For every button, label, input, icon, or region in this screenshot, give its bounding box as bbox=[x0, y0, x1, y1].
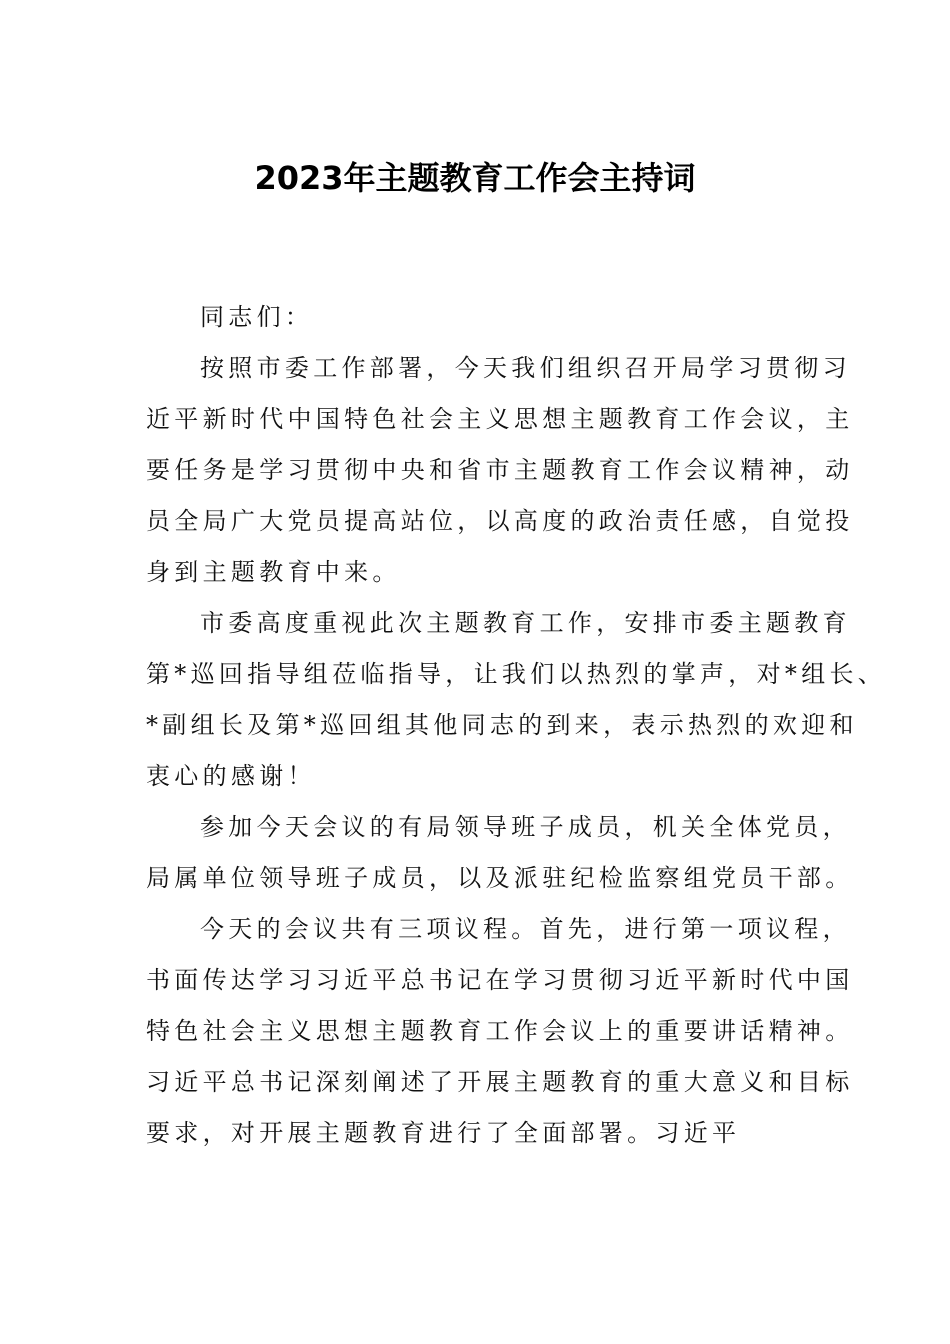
paragraph-line: 第*巡回指导组莅临指导，让我们以热烈的掌声，对*组长、 bbox=[146, 660, 887, 688]
paragraph-line: 近平新时代中国特色社会主义思想主题教育工作会议，主 bbox=[146, 405, 854, 433]
document-body bbox=[146, 292, 887, 1159]
paragraph-line: 今天的会议共有三项议程。首先，进行第一项议程， bbox=[200, 915, 851, 943]
document-title: 2023年主题教育工作会主持词 bbox=[254, 159, 696, 197]
paragraph-line: 要求，对开展主题教育进行了全面部署。习近平 bbox=[146, 1119, 741, 1147]
paragraph-line: 衷心的感谢！ bbox=[146, 762, 316, 790]
paragraph-line: 书面传达学习习近平总书记在学习贯彻习近平新时代中国 bbox=[146, 966, 854, 994]
paragraph-line: 同志们： bbox=[200, 303, 314, 331]
paragraph-line: 按照市委工作部署，今天我们组织召开局学习贯彻习 bbox=[200, 354, 851, 382]
paragraph-line: *副组长及第*巡回组其他同志的到来，表示热烈的欢迎和 bbox=[146, 711, 858, 739]
paragraph-line: 习近平总书记深刻阐述了开展主题教育的重大意义和目标 bbox=[146, 1068, 854, 1096]
paragraph-line: 特色社会主义思想主题教育工作会议上的重要讲话精神。 bbox=[146, 1017, 854, 1045]
paragraph-line: 局属单位领导班子成员，以及派驻纪检监察组党员干部。 bbox=[146, 864, 854, 892]
paragraph-line: 员全局广大党员提高站位，以高度的政治责任感，自觉投 bbox=[146, 507, 854, 535]
paragraph-line: 要任务是学习贯彻中央和省市主题教育工作会议精神，动 bbox=[146, 456, 854, 484]
paragraph-line: 参加今天会议的有局领导班子成员，机关全体党员， bbox=[200, 813, 851, 841]
paragraph-line: 市委高度重视此次主题教育工作，安排市委主题教育 bbox=[200, 609, 851, 637]
paragraph-line: 身到主题教育中来。 bbox=[146, 558, 401, 586]
